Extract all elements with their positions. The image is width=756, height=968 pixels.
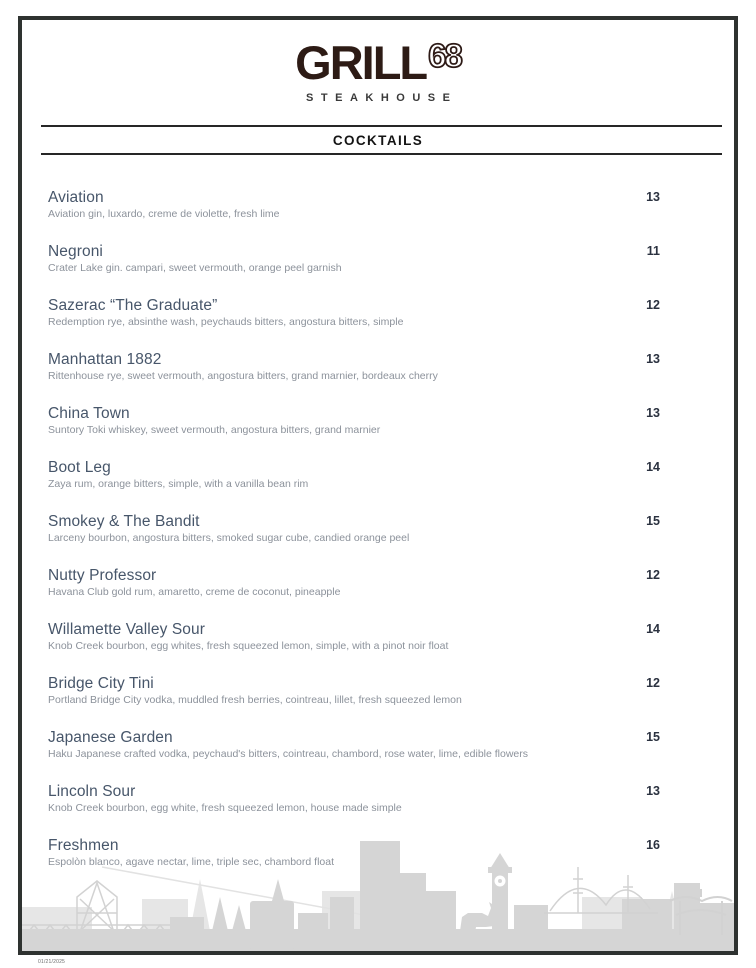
menu-item-text xyxy=(48,512,409,545)
menu-item-price: 14 xyxy=(646,622,660,637)
menu-item-name: Willamette Valley Sour xyxy=(48,621,205,639)
menu-item-price: 14 xyxy=(646,460,660,475)
logo-subtitle: STEAKHOUSE xyxy=(306,92,458,105)
menu-item-price: 13 xyxy=(646,190,660,205)
menu-item-price: 15 xyxy=(646,514,660,529)
menu-item xyxy=(48,836,660,869)
menu-item-text xyxy=(48,296,403,329)
menu-item-name: Manhattan 1882 xyxy=(48,351,162,369)
menu-item-description: Havana Club gold rum, amaretto, creme de coconut, pineapple xyxy=(48,586,341,599)
menu-item-text xyxy=(48,350,438,383)
menu-item-name: Japanese Garden xyxy=(48,729,173,747)
menu-item xyxy=(48,242,660,275)
menu-item-name: Nutty Professor xyxy=(48,567,157,585)
menu-item-name: Boot Leg xyxy=(48,459,111,477)
menu-item-description: Suntory Toki whiskey, sweet vermouth, angostura bitters, grand marnier xyxy=(48,424,381,437)
menu-item-description: Knob Creek bourbon, egg white, fresh squeezed lemon, house made simple xyxy=(48,802,402,815)
menu-item-name: Negroni xyxy=(48,243,103,261)
logo-wordmark xyxy=(295,36,461,89)
menu-item-name: China Town xyxy=(48,405,130,423)
menu-item xyxy=(48,512,660,545)
menu-item-description: Rittenhouse rye, sweet vermouth, angostura bitters, grand marnier, bordeaux cherry xyxy=(48,370,438,383)
menu-item-text xyxy=(48,458,308,491)
menu-item-description: Knob Creek bourbon, egg whites, fresh squeezed lemon, simple, with a pinot noir float xyxy=(48,640,449,653)
menu-item-name: Freshmen xyxy=(48,837,119,855)
menu-item xyxy=(48,782,660,815)
menu-item-description: Portland Bridge City vodka, muddled fresh berries, cointreau, lillet, fresh squeezed lemon xyxy=(48,694,462,707)
menu-item-price: 12 xyxy=(646,298,660,313)
menu-item-text xyxy=(48,674,462,707)
menu-item-name: Aviation xyxy=(48,189,104,207)
menu-item-description: Aviation gin, luxardo, creme de violette, fresh lime xyxy=(48,208,280,221)
menu-item-text xyxy=(48,242,342,275)
menu-item-description: Zaya rum, orange bitters, simple, with a vanilla bean rim xyxy=(48,478,309,491)
menu-item-description: Larceny bourbon, angostura bitters, smoked sugar cube, candied orange peel xyxy=(48,532,410,545)
menu-item-price: 12 xyxy=(646,676,660,691)
menu-item-price: 11 xyxy=(646,244,660,259)
menu-item-price: 13 xyxy=(646,352,660,367)
menu-item-description: Espolòn blanco, agave nectar, lime, triple sec, chambord float xyxy=(48,856,334,869)
menu-list xyxy=(22,188,734,869)
menu-item xyxy=(48,674,660,707)
menu-item-price: 13 xyxy=(646,406,660,421)
menu-item-description: Crater Lake gin. campari, sweet vermouth, orange peel garnish xyxy=(48,262,342,275)
menu-item-name: Sazerac “The Graduate” xyxy=(48,297,218,315)
logo-brand-text: GRILL xyxy=(295,36,427,89)
menu-item-description: Redemption rye, absinthe wash, peychauds bitters, angostura bitters, simple xyxy=(48,316,404,329)
menu-item-text xyxy=(48,728,528,761)
menu-item-text xyxy=(48,620,448,653)
menu-item xyxy=(48,728,660,761)
restaurant-logo xyxy=(22,36,734,105)
menu-item-name: Bridge City Tini xyxy=(48,675,154,693)
menu-page xyxy=(18,16,738,955)
menu-item xyxy=(48,566,660,599)
menu-item-text xyxy=(48,404,380,437)
menu-item-text xyxy=(48,188,280,221)
menu-item-price: 15 xyxy=(646,730,660,745)
menu-item-description: Haku Japanese crafted vodka, peychaud's bitters, cointreau, chambord, rose water, lime, edible flowers xyxy=(48,748,529,761)
menu-item-price: 16 xyxy=(646,838,660,853)
section-title: COCKTAILS xyxy=(332,133,424,149)
menu-item-price: 12 xyxy=(646,568,660,583)
logo-number-text: 68 xyxy=(428,37,461,74)
menu-item xyxy=(48,296,660,329)
menu-item-name: Smokey & The Bandit xyxy=(48,513,200,531)
menu-item xyxy=(48,458,660,491)
menu-item-text xyxy=(48,566,340,599)
header-rule-bottom xyxy=(41,153,722,155)
menu-item-text xyxy=(48,836,334,869)
menu-item xyxy=(48,350,660,383)
menu-item xyxy=(48,404,660,437)
menu-item xyxy=(48,620,660,653)
menu-item xyxy=(48,188,660,221)
menu-item-text xyxy=(48,782,402,815)
menu-item-name: Lincoln Sour xyxy=(48,783,136,801)
menu-item-price: 13 xyxy=(646,784,660,799)
footer-date-stamp: 01/21/2025 xyxy=(38,959,66,965)
